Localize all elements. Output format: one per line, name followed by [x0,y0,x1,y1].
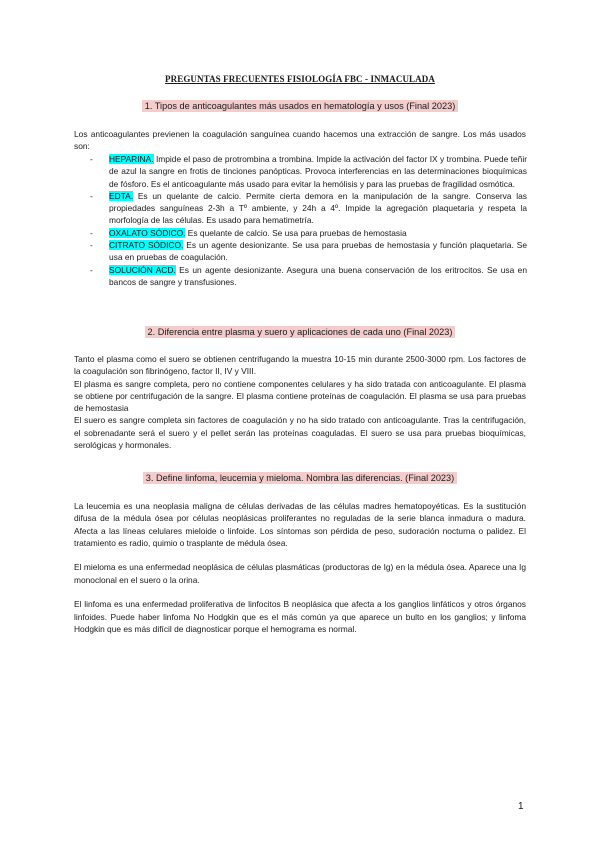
section-3-heading: 3. Define linfoma, leucemia y mieloma. Nombra las diferencias. (Final 2023) [0,473,600,483]
term-highlight: EDTA. [109,190,134,201]
term-highlight: SOLUCIÓN ACD. [109,264,176,275]
term-highlight: CITRATO SÓDICO. [109,240,184,251]
mieloma-paragraph: El mieloma es una enfermedad neoplásica de células plasmáticas (productoras de Ig) en la médula ósea. Aparece una Ig monoclonal en el suero o la orina. [74,562,526,585]
document-title: PREGUNTAS FRECUENTES FISIOLOGÍA FBC - INMACULADA [165,74,435,84]
section-3-body [74,500,526,635]
page-number: 1 [518,801,524,812]
list-item: - EDTA. Es un quelante de calcio. Permite cierta demora en la manipulación de la sangre. Conserva las propiedades sanguíneas 2-3h a Tº ambiente, y 24h a 4º. Impide la agregación plaquetaria y respeta la morfología de las células. Es usado para hematimetría. [90,190,527,226]
anticoagulant-list [90,153,527,288]
section-1-heading: 1. Tipos de anticoagulantes más usados en hematología y usos (Final 2023) [0,101,600,111]
section-1-intro: Los anticoagulantes previenen la coagulación sanguínea cuando hacemos una extracción de sangre. Los más usados son: [74,129,526,152]
leucemia-paragraph: La leucemia es una neoplasia maligna de células derivadas de las células madres hematopoyéticas. Es la sustitución difusa de la médula ósea por células neoplásicas proliferantes no reguladas de la serie blanca inmadura o madura. Afecta a las líneas celulares mieloide o linfoide. Los síntomas son pérdida de peso, sudoración nocturna o palidez. El tratamiento es radio, quimio o trasplante de médula ósea. [74,501,526,548]
section-2-body: Tanto el plasma como el suero se obtienen centrifugando la muestra 10-15 min durante 2500-3000 rpm. Los factores de la coagulación son fibrinógeno, factor II, IV y VIII. El plasma es sangre completa, pero no contiene componentes celulares y ha sido tratada con anticoagulante. El plasma se obtiene por centrifugación de la sangre. El plasma contiene proteínas de coagulación. El plasma se usa para pruebas de hemostasia El suero es sangre completa sin factores de coagulación y no ha sido tratado con anticoagulante. Tras la centrifugación, el sobrenadante será el suero y el pellet serán las proteínas coaguladas. El suero se usa para pruebas bioquímicas, serológicas y hormonales. [74,354,526,451]
list-item: - SOLUCIÓN ACD. Es un agente desionizante. Asegura una buena conservación de los eritrocitos. Se usa en bancos de sangre y transfusiones. [90,264,527,287]
list-item: - OXALATO SÓDICO. Es quelante de calcio. Se usa para pruebas de hemostasia [90,227,407,238]
term-highlight: HEPARINA. [109,154,154,164]
list-item: - HEPARINA. Impide el paso de protrombina a trombina. Impide la activación del factor IX y trombina. Puede teñir de azul la sangre en frotis de tinciones panópticas. Provoca interferencias en las determinaciones bioquímicas de fósforo. Es el anticoagulante más usado para evitar la hemólisis y para las pruebas de fragilidad osmótica. [90,154,527,189]
list-item: - CITRATO SÓDICO. Es un agente desionizante. Se usa para pruebas de hemostasia y función plaquetaria. Se usa en pruebas de coagulación. [90,240,527,263]
linfoma-paragraph: El linfoma es una enfermedad proliferativa de linfocitos B neoplásica que afecta a los ganglios linfáticos y otros órganos linfoides. Puede haber linfoma No Hodgkin que es el más común ya que aparece un bulto en los ganglios; y linfoma Hodgkin que es más difícil de diagnosticar porque el hemograma es normal. [74,599,526,634]
section-2-heading: 2. Diferencia entre plasma y suero y aplicaciones de cada uno (Final 2023) [0,327,600,337]
term-highlight: OXALATO SÓDICO. [109,227,186,238]
